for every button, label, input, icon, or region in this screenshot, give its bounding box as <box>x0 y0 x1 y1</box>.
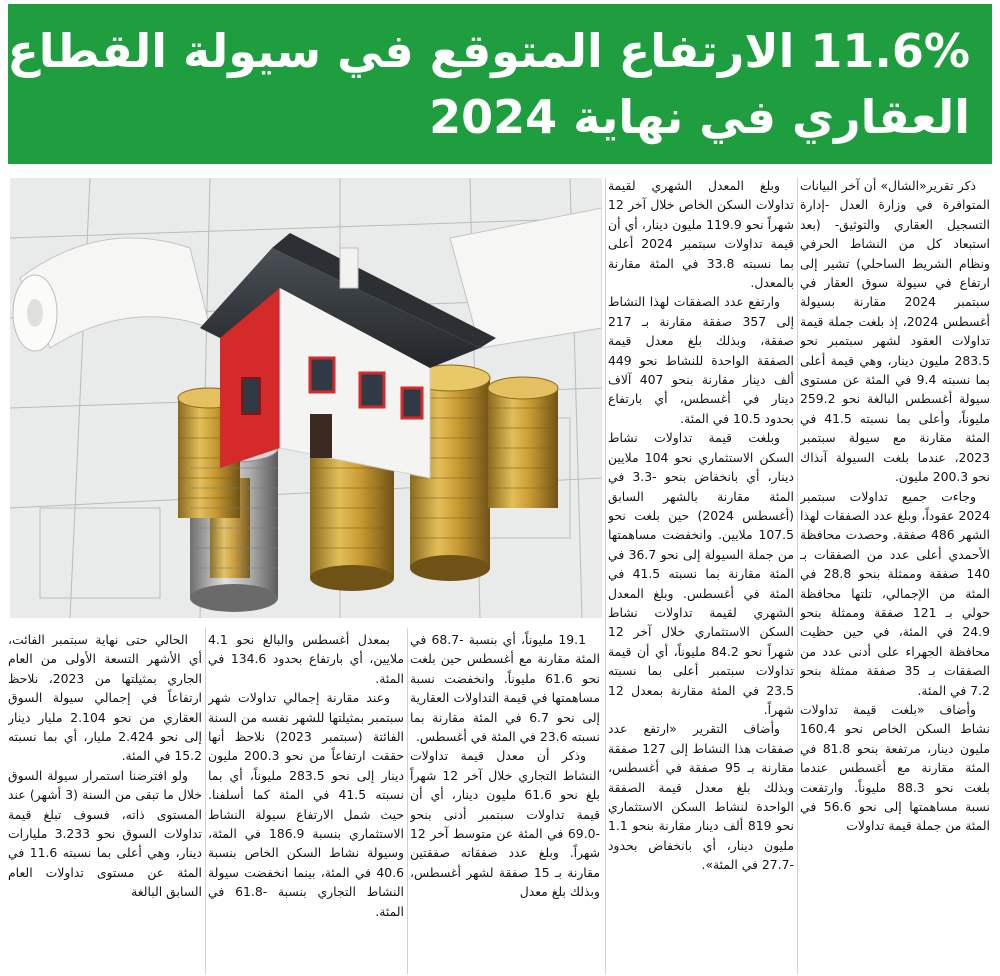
paragraph: وأضاف «بلغت قيمة تداولات نشاط السكن الخاص نحو 160.4 مليون دينار، مرتفعة بنحو 81.8 في المئة مقارنة مع أغسطس عندما بلغت نحو 88.3 مليوناً. وارتفعت نسبة مساهمتها إلى نحو 56.6 في المئة من جملة قيمة تداولات <box>800 701 990 834</box>
paragraph: ذكر تقرير«الشال» أن آخر البيانات المتوافرة في وزارة العدل -إدارة التسجيل العقاري والتوثيق- (بعد استبعاد كل من النشاط الحرفي ونظام الشريط الساحلي) تشير إلى ارتفاع في سيولة سوق العقار في سبتمبر 2024 مقارنة بسيولة أغسطس 2024، إذ بلغت جملة قيمة تداولات العقود لشهر سبتمبر نحو 283.5 مليون دينار، وهي قيمة أعلى بما نسبته 9.4 في المئة عن مستوى سيولة أغسطس البالغة نحو 259.2 مليوناً، وأعلى بما نسبته 41.5 في المئة مقارنة مع سيولة سبتمبر 2023، عندما بلغت السيولة آنذاك نحو 200.3 مليون. <box>800 178 990 485</box>
paragraph: 19.1 مليوناً، أي بنسبة -68.7 في المئة مقارنة مع أغسطس حين بلغت نحو 61.6 مليوناً. وانخفضت نسبة مساهمتها في قيمة التداولات العقارية إلى نحو 6.7 في المئة مقارنة بما نسبته 23.6 في المئة في أغسطس. <box>410 632 600 745</box>
article-column-4 <box>208 630 404 976</box>
article-column-2 <box>608 176 794 976</box>
headline-banner <box>8 4 992 164</box>
column-divider <box>205 628 206 974</box>
headline-line-2: العقاري في نهاية 2024 <box>429 90 970 144</box>
column-divider <box>407 628 408 974</box>
article-column-1 <box>800 176 990 976</box>
headline-line-1: 11.6% الارتفاع المتوقع في سيولة القطاع <box>7 24 970 78</box>
paragraph: وارتفع عدد الصفقات لهذا النشاط إلى 357 صفقة مقارنة بـ 217 صفقة، وبذلك بلغ معدل قيمة الصفقة الواحدة للنشاط نحو 449 ألف دينار مقارنة بنحو 407 آلاف دينار في أغسطس، أي بارتفاع بحدود 10.5 في المئة. <box>608 294 794 426</box>
paragraph: وأضاف التقرير «ارتفع عدد صفقات هذا النشاط إلى 127 صفقة مقارنة بـ 95 صفقة في أغسطس، وبذلك بلغ معدل قيمة الصفقة الواحدة لنشاط السكن الاستثماري نحو 819 ألف دينار مقارنة بنحو 1.1 مليون دينار، أي بانخفاض بحدود -27.7 في المئة». <box>608 721 794 873</box>
paragraph: وبلغ المعدل الشهري لقيمة تداولات السكن الخاص خلال آخر 12 شهراً نحو 119.9 مليون دينار، أي أن قيمة تداولات سبتمبر 2024 أعلى بما نسبته 33.8 في المئة مقارنة بالمعدل. <box>608 178 794 291</box>
article-column-3 <box>410 630 600 976</box>
paragraph: ولو افترضنا استمرار سيولة السوق خلال ما تبقى من السنة (3 أشهر) عند المستوى ذاته، فسوف تبلغ قيمة تداولات السوق نحو 3.233 مليارات دينار، وهي أعلى بما نسبته 11.6 في المئة عن مستوى تداولات العام السابق البالغة <box>8 767 202 900</box>
house-on-coins-illustration <box>10 178 602 618</box>
paragraph: وعند مقارنة إجمالي تداولات شهر سبتمبر بمثيلتها للشهر نفسه من السنة الفائتة (سبتمبر 2023) نلاحظ أنها حققت ارتفاعاً من نحو 200.3 مليون دينار إلى نحو 283.5 مليوناً، أي بما نسبته 41.5 في المئة كما أسلفنا. حيث شمل الارتفاع سيولة النشاط الاستثماري بنسبة 186.9 في المئة، وسيولة نشاط السكن الخاص بنسبة 40.6 في المئة، بينما انخفضت سيولة النشاط التجاري بنسبة -61.8 في المئة. <box>208 690 404 919</box>
column-divider <box>605 178 606 974</box>
paragraph: بمعدل أغسطس والبالغ نحو 4.1 ملايين، أي بارتفاع بحدود 134.6 في المئة. <box>208 632 404 686</box>
paragraph: وذكر أن معدل قيمة تداولات النشاط التجاري خلال آخر 12 شهراً بلغ نحو 61.6 مليون دينار، أي أن قيمة تداولات سبتمبر أدنى بنحو -69.0 في المئة عن متوسط آخر 12 شهراً. وبلغ عدد صفقاته صفقتين مقارنة بـ 15 صفقة لشهر أغسطس، وبذلك بلغ معدل <box>410 748 600 900</box>
paragraph: وجاءت جميع تداولات سبتمبر 2024 عقوداً، وبلغ عدد الصفقات لهذا الشهر 486 صفقة. وحصدت محافظة الأحمدي أعلى عدد من الصفقات بـ 140 صفقة وممثلة بنحو 28.8 في المئة من الإجمالي، تلتها محافظة حولي بـ 121 صفقة وممثلة بنحو 24.9 في المئة، في حين حظيت محافظة الجهراء على أدنى عدد من الصفقات بـ 35 صفقة ممثلة بنحو 7.2 في المئة. <box>800 488 990 698</box>
paragraph: الحالي حتى نهاية سبتمبر الفائت، أي الأشهر التسعة الأولى من العام الجاري بمثيلتها من 2023، نلاحظ ارتفاعاً في إجمالي سيولة السوق العقاري من نحو 2.104 مليار دينار إلى نحو 2.424 مليار، أي بما نسبته 15.2 في المئة. <box>8 632 202 764</box>
column-divider <box>797 178 798 974</box>
paragraph: وبلغت قيمة تداولات نشاط السكن الاستثماري نحو 104 ملايين دينار، أي بانخفاض بنحو -3.3 في المئة مقارنة بالشهر السابق (أغسطس 2024) حين بلغت نحو 107.5 ملايين. وانخفضت مساهمتها من جملة السيولة إلى نحو 36.7 في المئة مقارنة بما نسبته 41.5 في المئة في أغسطس. وبلغ المعدل الشهري لقيمة تداولات نشاط السكن الاستثماري خلال آخر 12 شهراً نحو 84.2 مليوناً، أي أن قيمة تداولات سبتمبر أعلى بما نسبته 23.5 في المئة مقارنة بمعدل 12 شهراً. <box>608 430 794 717</box>
article-photo <box>10 178 602 618</box>
article-column-5 <box>8 630 202 976</box>
